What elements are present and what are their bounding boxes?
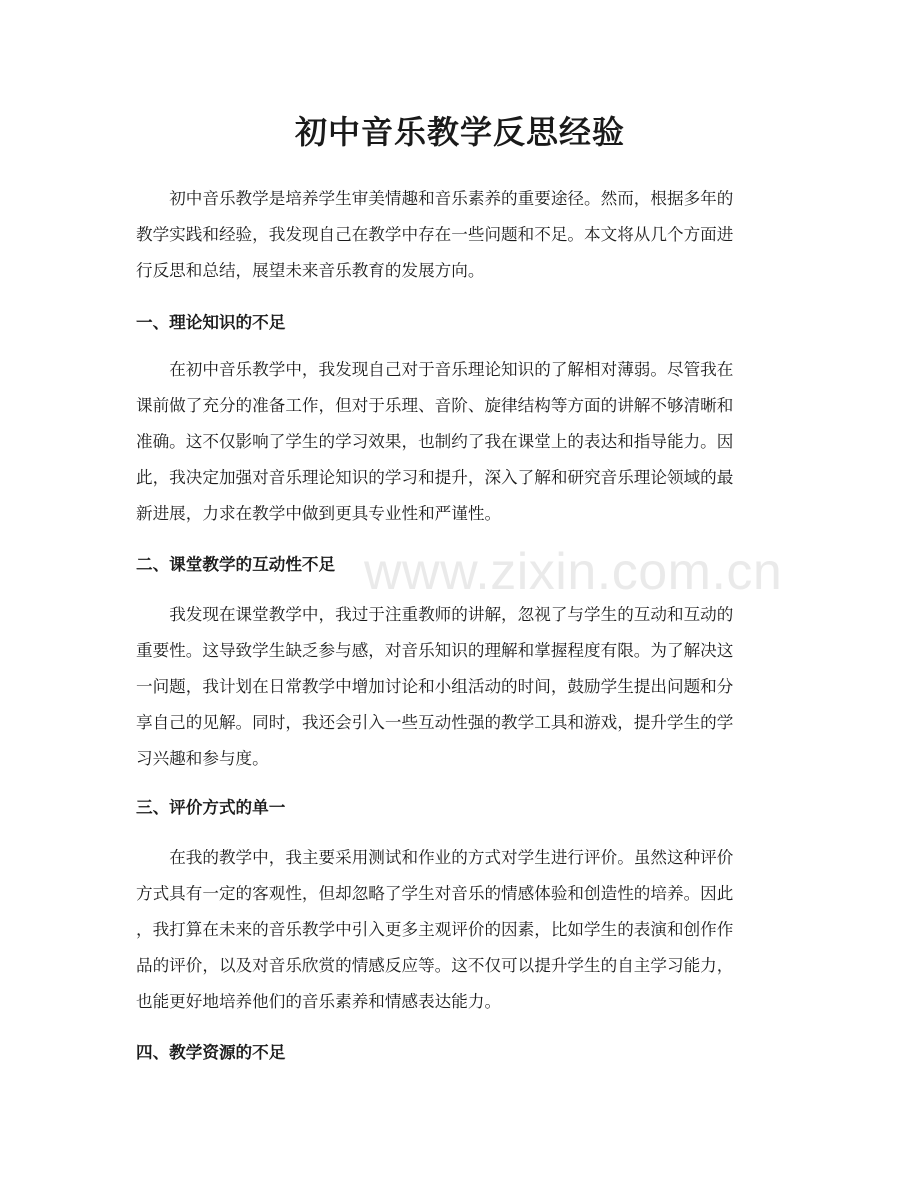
paragraph-line: ，我打算在未来的音乐教学中引入更多主观评价的因素，比如学生的表演和创作作 [136,920,734,939]
section-heading-2: 二、课堂教学的互动性不足 [136,555,336,574]
paragraph-line: 教学实践和经验，我发现自己在教学中存在一些问题和不足。本文将从几个方面进 [136,225,734,244]
paragraph-line: 品的评价，以及对音乐欣赏的情感反应等。这不仅可以提升学生的自主学习能力， [136,956,734,975]
section-heading-4: 四、教学资源的不足 [136,1043,286,1062]
paragraph-line: 课前做了充分的准备工作，但对于乐理、音阶、旋律结构等方面的讲解不够清晰和 [136,396,734,415]
paragraph-line: 在初中音乐教学中，我发现自己对于音乐理论知识的了解相对薄弱。尽管我在 [169,360,734,379]
section-paragraph-2 [136,597,788,777]
paragraph-line: 重要性。这导致学生缺乏参与感，对音乐知识的理解和掌握程度有限。为了解决这 [136,641,734,660]
paragraph-line: 方式具有一定的客观性，但却忽略了学生对音乐的情感体验和创造性的培养。因此 [136,884,734,903]
paragraph-line: 习兴趣和参与度。 [136,749,269,768]
paragraph-line: 初中音乐教学是培养学生审美情趣和音乐素养的重要途径。然而，根据多年的 [169,189,734,208]
section-paragraph-3 [136,840,788,1020]
document-title: 初中音乐教学反思经验 [294,113,625,151]
section-heading-3: 三、评价方式的单一 [136,798,286,817]
paragraph-line: 新进展，力求在教学中做到更具专业性和严谨性。 [136,504,502,523]
paragraph-line: 准确。这不仅影响了学生的学习效果，也制约了我在课堂上的表达和指导能力。因 [136,432,734,451]
paragraph-line: 此，我决定加强对音乐理论知识的学习和提升，深入了解和研究音乐理论领域的最 [136,468,734,487]
paragraph-line: 我发现在课堂教学中，我过于注重教师的讲解，忽视了与学生的互动和互动的 [169,605,734,624]
paragraph-line: 在我的教学中，我主要采用测试和作业的方式对学生进行评价。虽然这种评价 [169,848,734,867]
section-heading-1: 一、理论知识的不足 [136,313,286,332]
paragraph-line: 享自己的见解。同时，我还会引入一些互动性强的教学工具和游戏，提升学生的学 [136,713,734,732]
paragraph-line: 也能更好地培养他们的音乐素养和情感表达能力。 [136,992,502,1011]
section-paragraph-1 [136,352,788,532]
paragraph-line: 行反思和总结，展望未来音乐教育的发展方向。 [136,261,485,280]
watermark: www.zixin.com.cn [364,543,783,601]
paragraph-line: 一问题，我计划在日常教学中增加讨论和小组活动的时间，鼓励学生提出问题和分 [136,677,734,696]
intro-paragraph [136,181,788,289]
